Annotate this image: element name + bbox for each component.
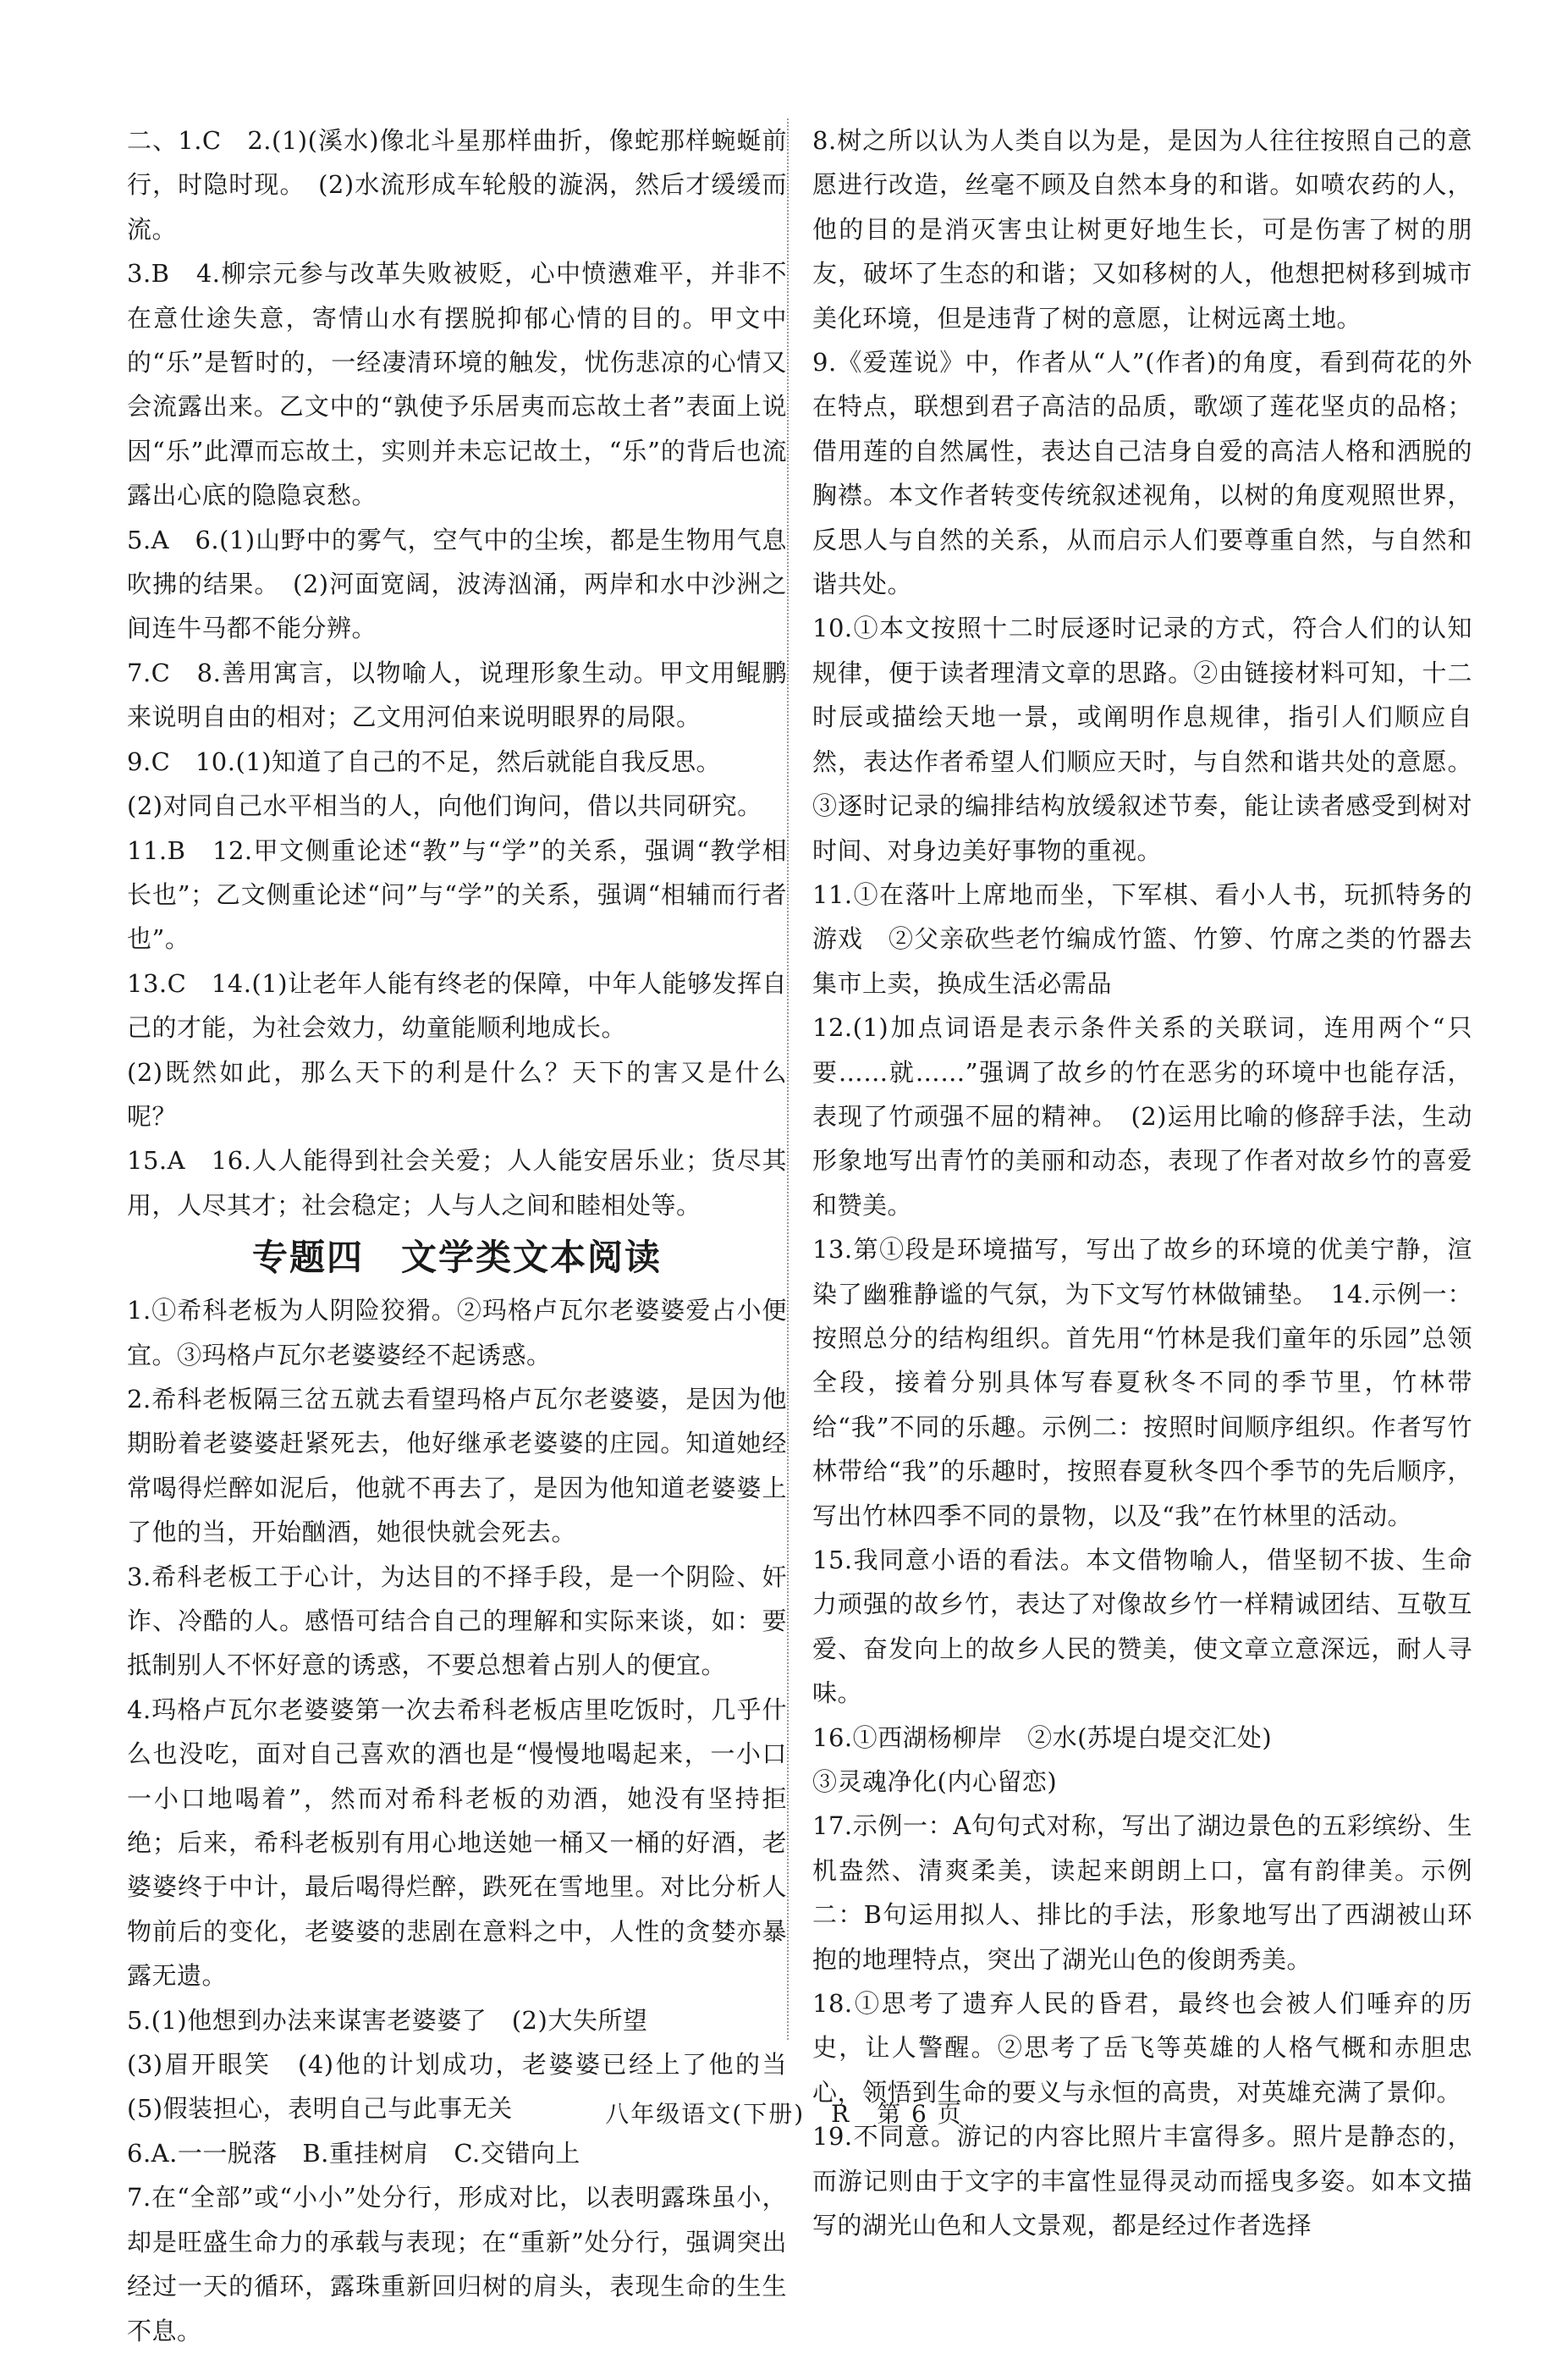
answer-paragraph: 13.C 14.(1)让老年人能有终老的保障，中年人能够发挥自己的才能，为社会效力，幼童能顺利地成长。 <box>127 968 788 1043</box>
answer-paragraph: 19.不同意。游记的内容比照片丰富得多。照片是静态的，而游记则由于文字的丰富性显得灵动而摇曳多姿。如本文描写的湖光山色和人文景观，都是经过作者选择 <box>812 2122 1472 2240</box>
answer-paragraph: 9.C 10.(1)知道了自己的不足，然后就能自我反思。 <box>127 747 722 776</box>
answer-paragraph: (3)眉开眼笑 (4)他的计划成功，老婆婆已经上了他的当 (5)假装担心，表明自己与此事无关 <box>127 2050 812 2124</box>
answer-paragraph: 1.①希科老板为人阴险狡猾。②玛格卢瓦尔老婆婆爱占小便宜。③玛格卢瓦尔老婆婆经不起诱惑。 <box>127 1296 787 1369</box>
footer-edition: R <box>831 2100 851 2128</box>
answer-paragraph: 8.树之所以认为人类自以为是，是因为人往往按照自己的意愿进行改造，丝毫不顾及自然本身的和谐。如喷农药的人，他的目的是消灭害虫让树更好地生长，可是伤害了树的朋友，破坏了生态的和谐；又如移树的人，他想把树移到城市美化环境，但是违背了树的意愿，让树远离土地。 <box>812 126 1472 333</box>
answer-paragraph: 5.(1)他想到办法来谋害老婆婆了 (2)大失所望 <box>127 2005 648 2035</box>
answer-paragraph: 11.①在落叶上席地而坐，下军棋、看小人书，玩抓特务的游戏 ②父亲砍些老竹编成竹篮、竹箩、竹席之类的竹器去集市上卖，换成生活必需品 <box>812 879 1472 998</box>
answer-paragraph: 15.我同意小语的看法。本文借物喻人，借坚韧不拔、生命力顽强的故乡竹，表达了对像故乡竹一样精诚团结、互敬互爱、奋发向上的故乡人民的赞美，使文章立意深远，耐人寻味。 <box>812 1546 1472 1708</box>
answer-paragraph: 17.示例一：A句句式对称，写出了湖边景色的五彩缤纷、生机盎然、清爽柔美，读起来朗朗上口，富有韵律美。示例二：B句运用拟人、排比的手法，形象地写出了西湖被山环抱的地理特点，突出了湖光山色的俊朗秀美。 <box>812 1811 1472 1974</box>
answer-paragraph: 16.①西湖杨柳岸 ②水(苏堤白堤交汇处) <box>812 1722 1273 1752</box>
left-column <box>127 118 812 2353</box>
answer-paragraph: 18.①思考了遗弃人民的昏君，最终也会被人们唾弃的历史，让人警醒。②思考了岳飞等英雄的人格气概和赤胆忠心，领悟到生命的要义与永恒的高贵，对英雄充满了景仰。 <box>812 1989 1472 2107</box>
answer-paragraph: 3.希科老板工于心计，为达目的不择手段，是一个阴险、奸诈、冷酷的人。感悟可结合自己的理解和实际来谈，如：要抵制别人不怀好意的诱惑，不要总想着占别人的便宜。 <box>127 1562 787 1680</box>
answer-paragraph: ③灵魂净化(内心留恋) <box>812 1767 1058 1797</box>
answer-paragraph: 2.希科老板隔三岔五就去看望玛格卢瓦尔老婆婆，是因为他期盼着老婆婆赶紧死去，他好继承老婆婆的庄园。知道她经常喝得烂醉如泥后，他就不再去了，是因为他知道老婆婆上了他的当，开始酗酒，她很快就会死去。 <box>127 1384 787 1547</box>
column-divider <box>787 118 789 2040</box>
answer-paragraph: 9.《爱莲说》中，作者从“人”(作者)的角度，看到荷花的外在特点，联想到君子高洁的品质，歌颂了莲花坚贞的品格；借用莲的自然属性，表达自己洁身自爱的高洁人格和洒脱的胸襟。本文作者转变传统叙述视角，以树的角度观照世界，反思人与自然的关系，从而启示人们要尊重自然，与自然和谐共处。 <box>812 348 1472 599</box>
answer-paragraph: 11.B 12.甲文侧重论述“教”与“学”的关系，强调“教学相长也”；乙文侧重论述“问”与“学”的关系，强调“相辅而行者也”。 <box>127 835 787 954</box>
page-footer <box>0 2096 1568 2130</box>
answer-paragraph: 7.在“全部”或“小小”处分行，形成对比，以表明露珠虽小，却是旺盛生命力的承载与表现；在“重新”处分行，强调突出经过一天的循环，露珠重新回归树的肩头，表现生命的生生不息。 <box>127 2183 787 2345</box>
answer-paragraph: 3.B 4.柳宗元参与改革失败被贬，心中愤懑难平，并非不在意仕途失意，寄情山水有摆脱抑郁心情的目的。甲文中的“乐”是暂时的，一经凄清环境的触发，忧伤悲凉的心情又会流露出来。乙文中的“孰使予乐居夷而忘故土者”表面上说因“乐”此潭而忘故土，实则并未忘记故土，“乐”的背后也流露出心底的隐隐哀愁。 <box>127 259 787 510</box>
answer-paragraph: 二、1.C 2.(1)(溪水)像北斗星那样曲折，像蛇那样蜿蜒前行，时隐时现。 (2)水流形成车轮般的漩涡，然后才缓缓而流。 <box>127 126 787 244</box>
answer-paragraph: 15.A 16.人人能得到社会关爱；人人能安居乐业；货尽其用，人尽其才；社会稳定；人与人之间和睦相处等。 <box>127 1146 787 1220</box>
footer-book-title: 八年级语文(下册) <box>605 2100 806 2128</box>
answer-paragraph: 4.玛格卢瓦尔老婆婆第一次去希科老板店里吃饭时，几乎什么也没吃，面对自己喜欢的酒也是“慢慢地喝起来，一小口一小口地喝着”，然而对希科老板的劝酒，她没有坚持拒绝；后来，希科老板别有用心地送她一桶又一桶的好酒，老婆婆终于中计，最后喝得烂醉，跌死在雪地里。对比分析人物前后的变化，老婆婆的悲剧在意料之中，人性的贪婪亦暴露无遗。 <box>127 1694 787 1991</box>
answer-paragraph: 13.第①段是环境描写，写出了故乡的环境的优美宁静，渲染了幽雅静谧的气氛，为下文写竹林做铺垫。 14.示例一：按照总分的结构组织。首先用“竹林是我们童年的乐园”总领全段，接着分别具体写春夏秋冬不同的季节里，竹林带给“我”不同的乐趣。示例二：按照时间顺序组织。作者写竹林带给“我”的乐趣时，按照春夏秋冬四个季节的先后顺序，写出竹林四季不同的景物，以及“我”在竹林里的活动。 <box>812 1235 1472 1530</box>
right-column <box>812 118 1472 2248</box>
answer-paragraph: 12.(1)加点词语是表示条件关系的关联词，连用两个“只要……就……”强调了故乡的竹在恶劣的环境中也能存活，表现了竹顽强不屈的精神。 (2)运用比喻的修辞手法，生动形象地写出青竹的美丽和动态，表现了作者对故乡竹的喜爱和赞美。 <box>812 1013 1472 1220</box>
section-heading: 专题四 文学类文本阅读 <box>251 1237 662 1279</box>
answer-paragraph: 7.C 8.善用寓言，以物喻人，说理形象生动。甲文用鲲鹏来说明自由的相对；乙文用河伯来说明眼界的局限。 <box>127 658 787 732</box>
answer-paragraph: 6.A.一一脱落 B.重挂树肩 C.交错向上 <box>127 2138 580 2168</box>
answer-paragraph: (2)既然如此，那么天下的利是什么？天下的害又是什么呢？ <box>127 1057 787 1131</box>
answer-paragraph: (2)对同自己水平相当的人，向他们询问，借以共同研究。 <box>127 791 762 821</box>
answer-paragraph: 5.A 6.(1)山野中的雾气，空气中的尘埃，都是生物用气息吹拂的结果。 (2)河面宽阔，波涛汹涌，两岸和水中沙洲之间连牛马都不能分辨。 <box>127 525 787 643</box>
answer-paragraph: 10.①本文按照十二时辰逐时记录的方式，符合人们的认知规律，便于读者理清文章的思路。②由链接材料可知，十二时辰或描绘天地一景，或阐明作息规律，指引人们顺应自然，表达作者希望人们顺应天时，与自然和谐共处的意愿。③逐时记录的编排结构放缓叙述节奏，能让读者感受到树对时间、对身边美好事物的重视。 <box>812 614 1472 865</box>
footer-page-number: 第 6 页 <box>877 2100 963 2128</box>
